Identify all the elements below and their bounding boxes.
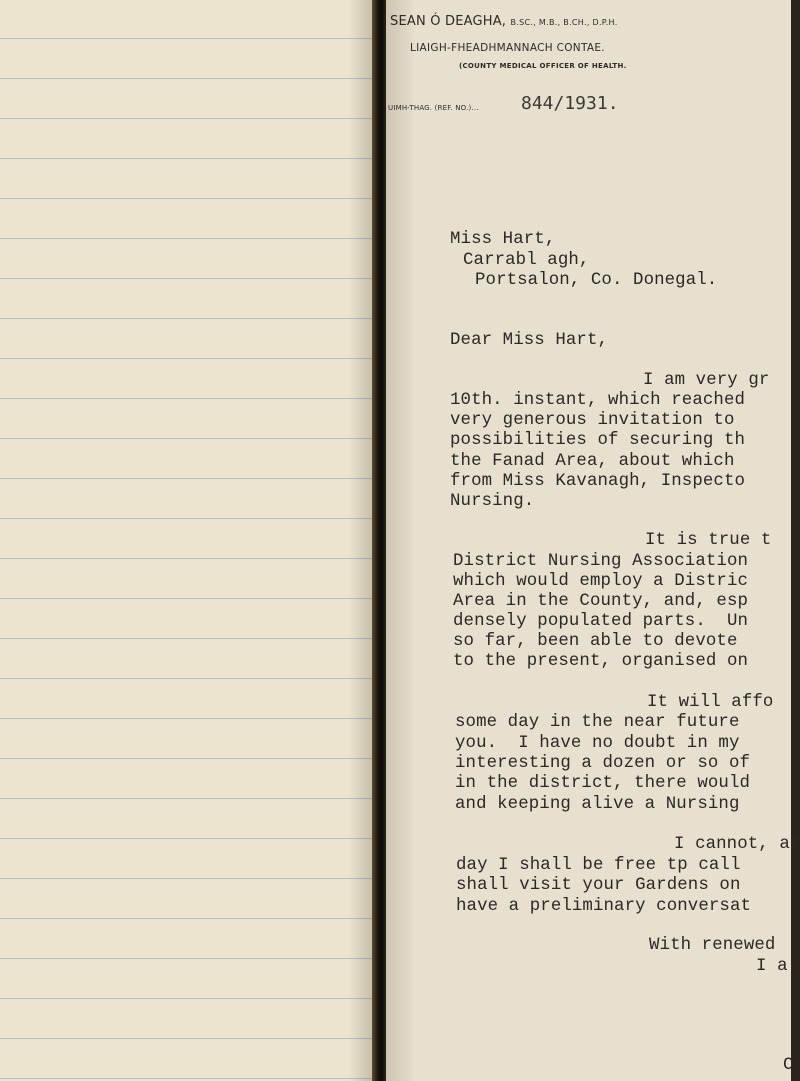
letterhead-name	[390, 14, 618, 29]
salutation: Dear Miss Hart,	[450, 331, 609, 350]
letter-line: I cannot, at	[674, 835, 800, 854]
letter-line: have a preliminary conversat	[456, 897, 752, 916]
letter-line: the Fanad Area, about which	[450, 452, 735, 471]
letter-line: and keeping alive a Nursing	[455, 795, 740, 814]
reference-label: UIMH-THAG. (REF. NO.)...	[388, 104, 479, 112]
letter-line: densely populated parts. Un	[453, 612, 749, 631]
closing-line: With renewed	[649, 936, 776, 955]
letter-page	[386, 0, 800, 1081]
letter-line: I am very gr	[643, 371, 770, 390]
letter-line: It is true t	[645, 531, 772, 550]
letter-line: in the district, there would	[455, 774, 751, 793]
closing-line: I a	[756, 957, 788, 976]
letter-line: shall visit your Gardens on	[456, 876, 741, 895]
letterhead-title: LIAIGH-FHEADHMANNACH CONTAE.	[410, 42, 605, 54]
address-line: Miss Hart,	[450, 230, 556, 249]
address-line: Portsalon, Co. Donegal.	[475, 271, 718, 290]
letter-line: so far, been able to devote	[453, 632, 738, 651]
letterhead-qualifications: B.SC., M.B., B.CH., D.P.H.	[510, 18, 618, 27]
letter-line: Nursing.	[450, 492, 535, 511]
letter-line: to the present, organised on	[453, 652, 749, 671]
signature-fragment: C	[783, 1056, 794, 1075]
letter-line: It will affo	[647, 693, 774, 712]
letter-line: possibilities of securing th	[450, 431, 746, 450]
letter-line: day I shall be free tp call	[456, 856, 741, 875]
letter-line: from Miss Kavanagh, Inspecto	[450, 472, 746, 491]
letterhead-name-text: SEAN Ó DEAGHA,	[390, 14, 507, 29]
reference-number: 844/1931.	[521, 93, 619, 114]
letter-line: you. I have no doubt in my	[455, 734, 740, 753]
left-ruled-page	[0, 0, 378, 1081]
address-line: Carrabl agh,	[463, 251, 590, 270]
letter-line: interesting a dozen or so of	[455, 754, 751, 773]
letter-line: very generous invitation to	[450, 411, 735, 430]
letter-line: 10th. instant, which reached	[450, 391, 746, 410]
letter-line: some day in the near future	[455, 713, 740, 732]
letter-line: which would employ a Distric	[453, 572, 749, 591]
letterhead-subtitle: (COUNTY MEDICAL OFFICER OF HEALTH.	[459, 62, 627, 70]
letter-line: District Nursing Association	[453, 552, 749, 571]
letter-line: Area in the County, and, esp	[453, 592, 749, 611]
